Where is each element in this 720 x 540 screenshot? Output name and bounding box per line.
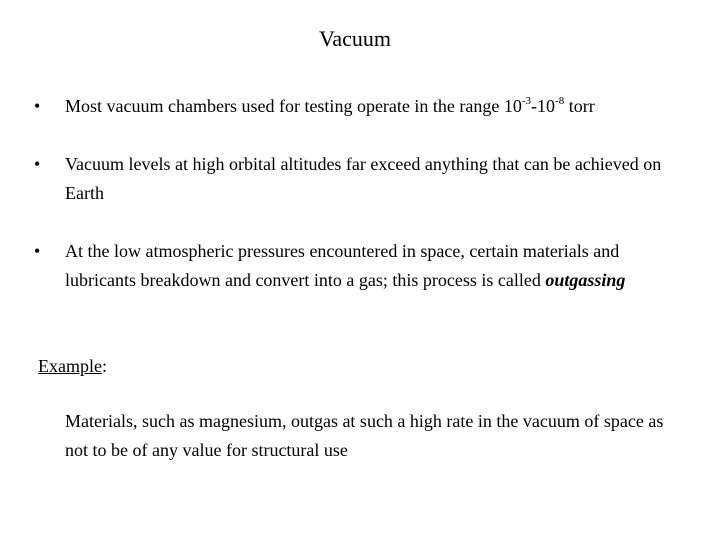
bullet-marker: • — [34, 96, 41, 116]
bullet-marker: • — [34, 154, 41, 174]
bullet-text: Most vacuum chambers used for testing operate in the range 10 — [65, 96, 522, 116]
bullet-marker: • — [34, 241, 41, 261]
bullet-text-range: -10 — [531, 96, 556, 116]
bullet-text: At the low atmospheric pressures encountered in space, certain materials and lubricants breakdown and convert into a gas; this process is called — [65, 241, 620, 290]
bullet-list — [34, 92, 674, 324]
exponent: -3 — [521, 95, 532, 107]
slide-title: Vacuum — [318, 26, 392, 51]
bullet-item — [34, 237, 674, 295]
example-label: Example — [38, 356, 102, 376]
bullet-item — [34, 92, 674, 121]
example-colon: : — [101, 356, 107, 376]
emphasized-term: outgassing — [545, 270, 626, 290]
example-heading — [38, 352, 107, 381]
exponent: -8 — [555, 95, 565, 107]
bullet-text-unit: torr — [564, 96, 595, 116]
example-text: Materials, such as magnesium, outgas at such a high rate in the vacuum of space as not to be of any value for structural use — [65, 411, 664, 460]
bullet-item — [34, 150, 674, 208]
bullet-text: Vacuum levels at high orbital altitudes far exceed anything that can be achieved on Earth — [65, 154, 662, 203]
